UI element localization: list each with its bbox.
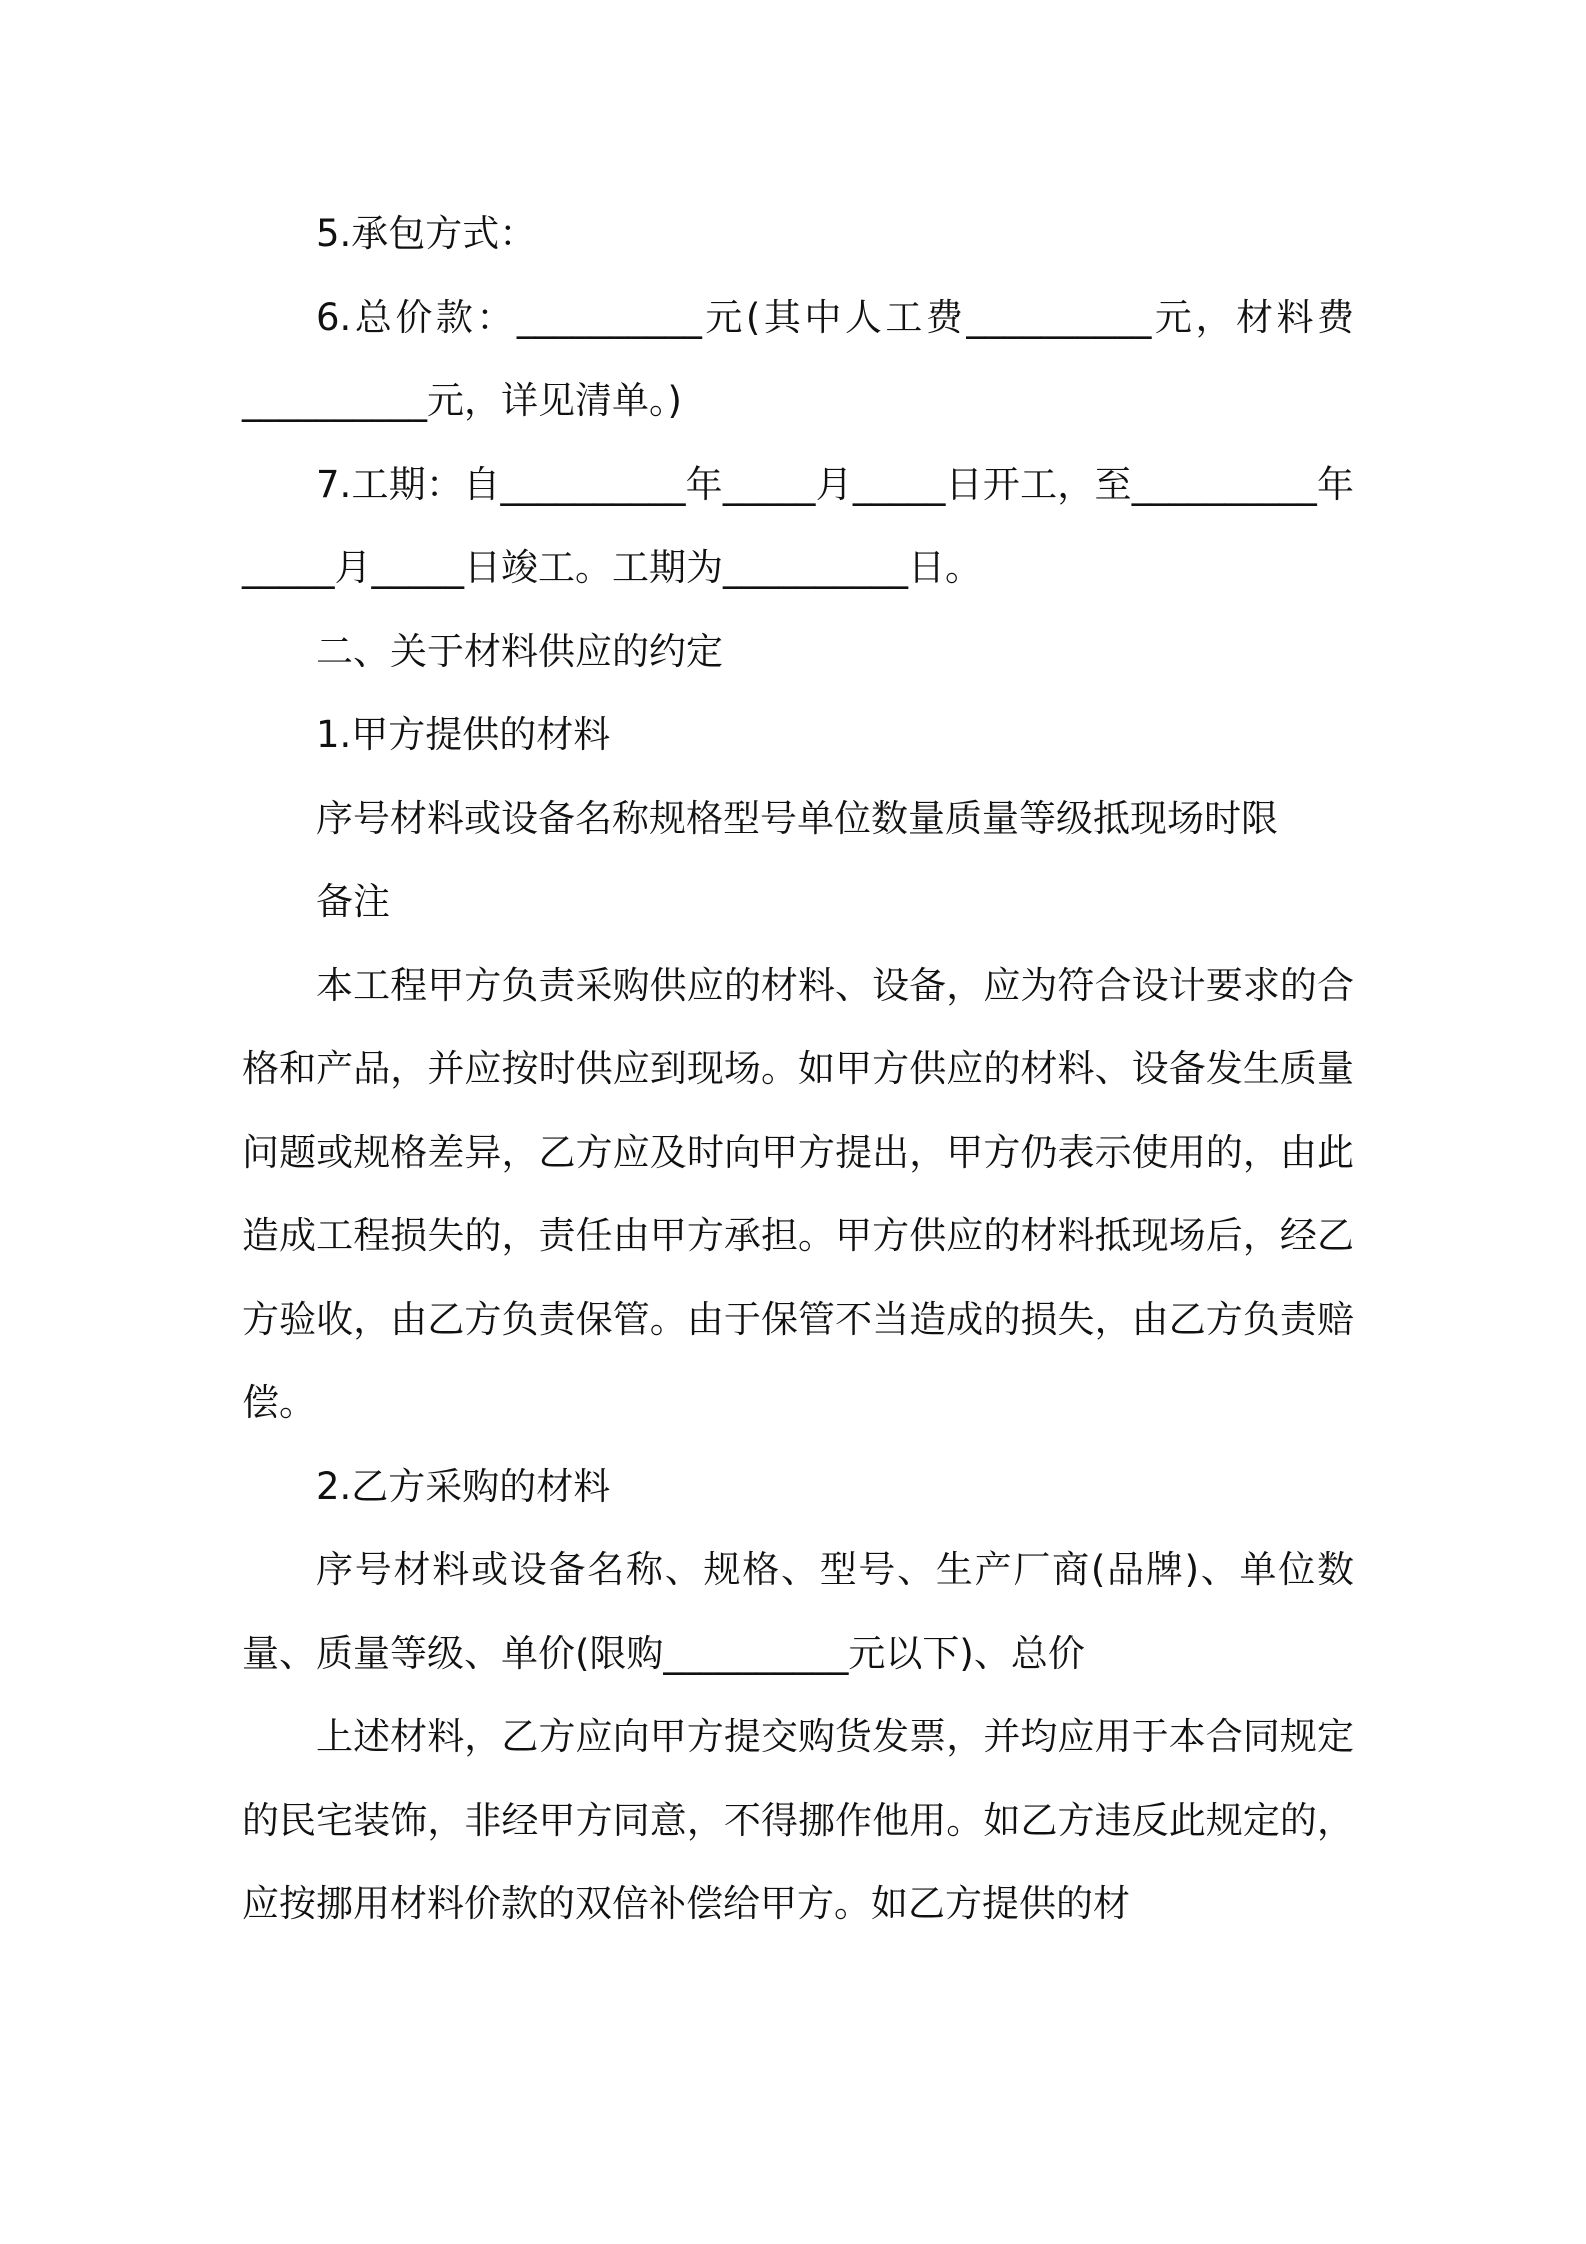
table-header-party-b-materials: 序号材料或设备名称、规格、型号、生产厂商(品牌)、单位数量、质量等级、单价(限购__________元以下)、总价 [242,1548,1354,1675]
clause-contract-method: 5.承包方式： [316,212,537,255]
contract-page [242,192,1354,1946]
subheading-party-b-materials: 2.乙方采购的材料 [316,1464,611,1508]
clause-party-a-supply-terms: 本工程甲方负责采购供应的材料、设备，应为符合设计要求的合格和产品，并应按时供应到现场。如甲方供应的材料、设备发生质量问题或规格差异，乙方应及时向甲方提出，甲方仍表示使用的，由此造成工程损失的，责任由甲方承担。甲方供应的材料抵现场后，经乙方验收，由乙方负责保管。由于保管不当造成的损失，由乙方负责赔偿。 [242,963,1354,1424]
clause-party-b-purchase-terms: 上述材料，乙方应向甲方提交购货发票，并均应用于本合同规定的民宅装饰，非经甲方同意，不得挪作他用。如乙方违反此规定的，应按挪用材料价款的双倍补偿给甲方。如乙方提供的材 [242,1715,1354,1925]
clause-total-price: 6.总价款：__________元(其中人工费__________元，材料费__________元，详见清单。) [242,295,1354,422]
table-header-party-a-materials: 序号材料或设备名称规格型号单位数量质量等级抵现场时限 [316,796,1278,840]
clause-construction-period: 7.工期：自__________年_____月_____日开工，至__________年_____月_____日竣工。工期为__________日。 [242,462,1354,589]
subheading-party-a-materials: 1.甲方提供的材料 [316,713,611,756]
remarks-label: 备注 [316,880,390,923]
section-heading-material-supply: 二、关于材料供应的约定 [316,629,723,673]
